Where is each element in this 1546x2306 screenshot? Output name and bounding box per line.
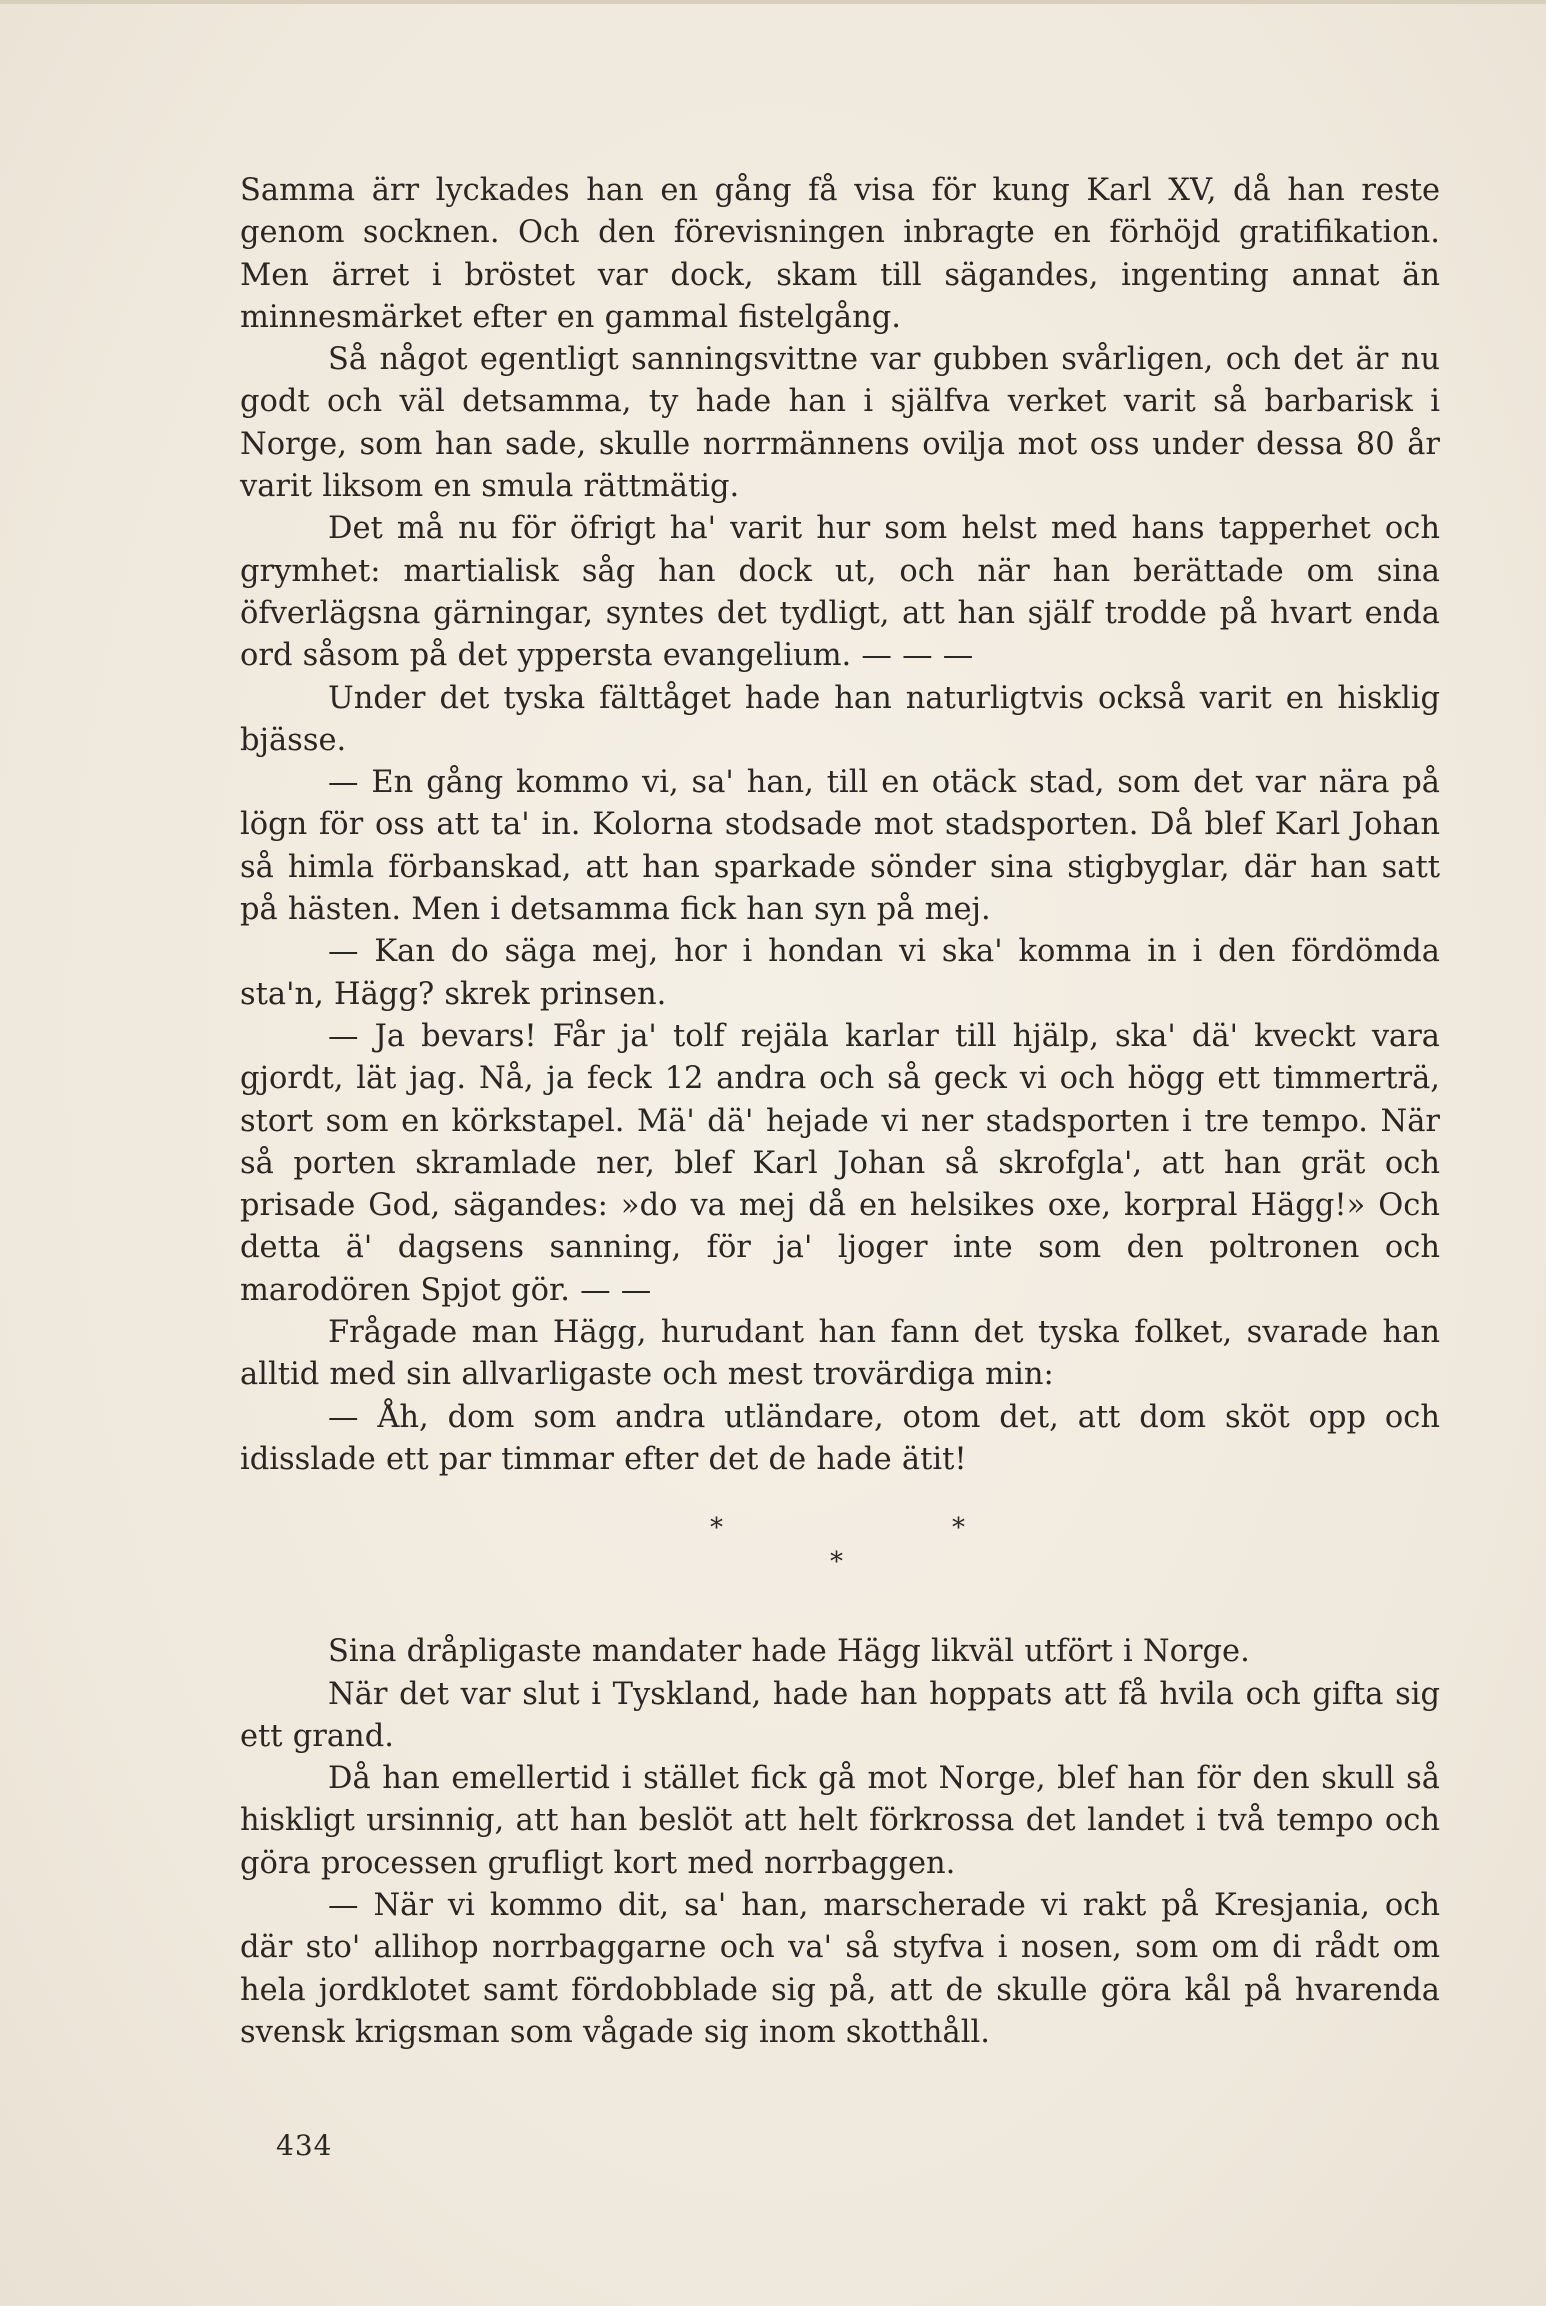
paragraph: Så något egentligt sanningsvittne var gubben svårligen, och det är nu godt och väl detsamma, ty hade han i själfva verket varit så barbarisk i Norge, som han sade, skulle norrmännens ovilja mot oss under dessa 80 år varit liksom en smula rättmätig. (240, 342, 1440, 505)
page-top-edge (0, 0, 1546, 4)
paragraph: Då han emellertid i stället fick gå mot Norge, blef han för den skull så hiskligt ursinnig, att han beslöt att helt förkrossa det landet i två tempo och göra processen grufligt kort med norrbaggen. (240, 1761, 1440, 1881)
paragraph: När det var slut i Tyskland, hade han hoppats att få hvila och gifta sig ett grand. (240, 1676, 1440, 1754)
paragraph: Under det tyska fälttåget hade han naturligtvis också varit en hisklig bjässe. (240, 680, 1440, 758)
page-number: 434 (276, 2129, 333, 2162)
dialogue-paragraph: — Åh, dom som andra utländare, otom det, att dom sköt opp och idisslade ett par timmar efter det de hade ätit! (240, 1399, 1440, 1477)
paragraph: Samma ärr lyckades han en gång få visa för kung Karl XV, då han reste genom socknen. Och den förevisningen inbragte en förhöjd gratifikation. Men ärret i bröstet var dock, skam till sägandes, ingenting annat än minnesmärket efter en gammal fistelgång. (240, 173, 1440, 335)
section-break-asterisk: * (952, 1513, 965, 1544)
paragraph: Frågade man Hägg, hurudant han fann det tyska folket, svarade han alltid med sin allvarligaste och mest trovärdiga min: (240, 1315, 1440, 1393)
dialogue-paragraph: — Kan do säga mej, hor i hondan vi ska' komma in i den fördömda sta'n, Hägg? skrek prinsen. (240, 934, 1440, 1012)
dialogue-paragraph: — En gång kommo vi, sa' han, till en otäck stad, som det var nära på lögn för oss att ta' in. Kolorna stodsade mot stadsporten. Då blef Karl Johan så himla förbanskad, att han sparkade sönder sina stigbyglar, där han satt på hästen. Men i detsamma fick han syn på mej. (240, 765, 1440, 928)
dialogue-paragraph: — Ja bevars! Får ja' tolf rejäla karlar till hjälp, ska' dä' kveckt vara gjordt, lät jag. Nå, ja feck 12 andra och så geck vi och högg ett timmerträ, stort som en körkstapel. Mä' dä' hejade vi ner stadsporten i tre tempo. När så porten skramlade ner, blef Karl Johan så skrofgla', att han grät och prisade God, sägandes: »do va mej då en helsikes oxe, korpral Hägg!» Och detta ä' dagsens sanning, för ja' ljoger inte som den poltronen och marodören Spjot gör. — — (240, 1018, 1440, 1308)
section-break (240, 1481, 1440, 1631)
dialogue-paragraph: — När vi kommo dit, sa' han, marscherade vi rakt på Kresjania, och där sto' allihop norrbaggarne och va' så styfva i nosen, som om di rådt om hela jordklotet samt fördobblade sig på, att de skulle göra kål på hvarenda svensk krigsman som vågade sig inom skotthåll. (240, 1887, 1440, 2050)
section-break-asterisk: * (830, 1547, 843, 1578)
paragraph: Sina dråpligaste mandater hade Hägg likväl utfört i Norge. (328, 1634, 1250, 1670)
paragraph: Det må nu för öfrigt ha' varit hur som helst med hans tapperhet och grymhet: martialisk såg han dock ut, och när han berättade om sina öfverlägsna gärningar, syntes det tydligt, att han själf trodde på hvart enda ord såsom på det yppersta evangelium. — — — (240, 511, 1440, 674)
text-column (240, 170, 1440, 2054)
section-break-asterisk: * (710, 1513, 723, 1544)
